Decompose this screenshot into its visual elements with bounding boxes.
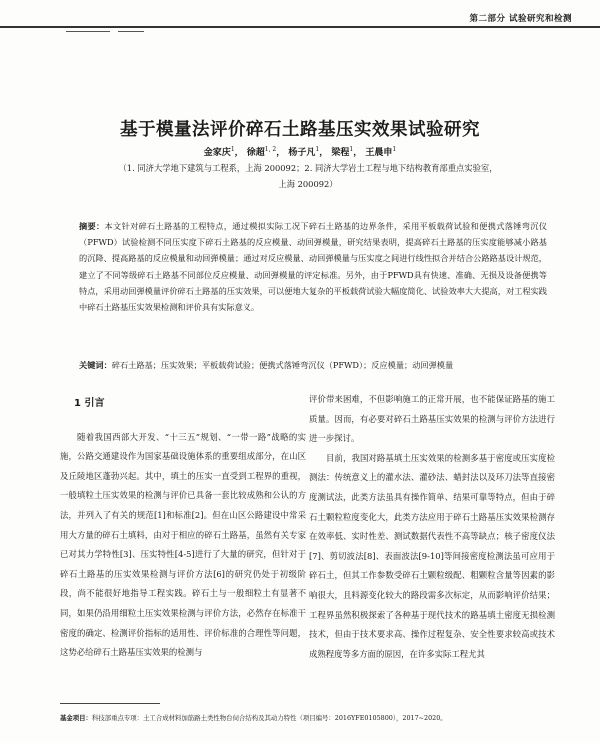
section-heading: 1 引言 [74, 398, 105, 409]
author-list: 金家庆$^1$， 徐超$^{1, 2}$， 杨子凡$^1$， 梁程$^1$， 王晨申$^1$ [203, 146, 397, 158]
footnote [60, 713, 560, 723]
author-name: 王晨申 [365, 148, 393, 158]
author-name: 徐超 [246, 148, 265, 158]
author-name: 梁程 [331, 148, 350, 158]
author-affil-mark: 1 [349, 146, 354, 153]
footnote-label: 基金项目： [60, 714, 92, 722]
abstract-text: 本文针对碎石土路基的工程特点，通过模拟实际工况下碎石土路基的边界条件，采用平板载荷试验和便携式落锤弯沉仪（PFWD）试验检测不同压实度下碎石土路基的反应模量、动回弹模量，研究结果表明，提高碎石土路基的压实度能够减小路基的沉降、提高路基的反应模量和动回弹模量；通过对反应模量、动回弹模量与压实度之间进行线性拟合并结合公路路基设计规范，建立了不同等级碎石土路基不同部位反应模量、动回弹模量的评定标准。另外，由于PFWD具有快速、准确、无损及设备便携等特点，采用动回弹模量评价碎石土路基的压实效果，可以便地大复杂的平板载荷试验大幅度简化、试验效率大大提高，对工程实践中碎石土路基压实效果检测和评价具有实际意义。 [79, 221, 547, 313]
header-dash [66, 31, 110, 32]
abstract [79, 218, 547, 315]
affiliation-line: （1. 同济大学地下建筑与工程系，上海 200092；2. 同济大学岩土工程与地下结构教育部重点实验室， [118, 163, 498, 173]
paper-title: 基于模量法评价碎石土路基压实效果试验研究 [120, 120, 480, 140]
author-affil-mark: 1 [315, 146, 320, 153]
affiliation-line: 上海 200092） [278, 179, 338, 189]
body-column-right [309, 390, 555, 664]
header-dash [118, 31, 144, 32]
header-rule [0, 26, 600, 28]
keywords [79, 358, 547, 372]
abstract-label: 摘要： [79, 221, 105, 231]
running-head: 第二部分 试验研究和检测 [469, 14, 572, 24]
author-name: 金家庆 [203, 148, 231, 158]
body-paragraph: 随着我国西部大开发、“十三五”规划、“一带一路”战略的实施，公路交通建设作为国家基础设施体系的重要组成部分，在山区及丘陵地区蓬勃兴起。其中，填土的压实一直受到工程界的重视，一般填粒土压实效果的检测与评价已具备一套比较成熟和公认的方法，并列入了有关的规范[1]和标准[2]。但在山区公路建设中常采用大方量的碎石土填料，由对于相应的碎石土路基，虽然有关专家已对其力学特性[3]、压实特性[4-5]进行了大量的研究，但针对于碎石土路基的压实效果检测与评价方法[6]的研究仍处于初级阶段，尚不能很好地指导工程实践。碎石土与一般细粒土有显著不同，如果仍沿用细粒土压实效果检测与评价方法，必然存在标准干密度的确定、检测评价指标的适用性、评价标准的合理性等问题，这势必给碎石土路基压实效果的检测与 [60, 431, 306, 658]
author-name: 杨子凡 [288, 148, 316, 158]
author-affil-mark: 1 [392, 146, 397, 153]
body-paragraph: 目前，我国对路基填土压实效果的检测多基于密度或压实度检测法：传统意义上的灌水法、灌砂法、蜡封法以及环刀法等直接密度测试法，此类方法虽具有操作简单、结果可靠等特点，但由于碎石土颗粒粒度变化大，此类方法应用于碎石土路基压实效果检测存在效率低、实时性差、测试数据代表性不高等缺点；核子密度仪法[7]、剪切波法[8]、表面波法[9-10]等间接密度检测法虽可应用于碎石土，但其工作参数受碎石土颗粒级配、粗颗粒含量等因素的影响很大，且料源变化较大的路段需多次标定，从而影响评价结果；工程界虽然积极探索了各种基于现代技术的路基填土密度无损检测技术，但由于技术要求高、操作过程复杂、安全性要求较高或技术成熟程度等多方面的原因，在许多实际工程尤其 [309, 452, 555, 659]
author-affil-mark: 1 [230, 146, 235, 153]
keywords-label: 关键词： [79, 360, 112, 370]
body-paragraph: 评价带来困难，不但影响施工的正常开展，也不能保证路基的施工质量。因而，有必要对碎石土路基压实效果的检测与评价方法进行进一步探讨。 [309, 394, 555, 444]
author-affil-mark: 1, 2 [264, 146, 277, 153]
body-column-left [60, 386, 306, 663]
affiliation [58, 160, 558, 192]
footnote-rule [60, 703, 160, 704]
keywords-text: 碎石土路基；压实效果；平板载荷试验；便携式落锤弯沉仪（PFWD）；反应模量；动回弹模量 [111, 360, 454, 370]
footnote-text: 科技部重点专项：土工合成材料加筋路土类性物台伺合结构及其动力特性（项目编号：2016YFE0105800），2017~2020。 [91, 714, 447, 722]
